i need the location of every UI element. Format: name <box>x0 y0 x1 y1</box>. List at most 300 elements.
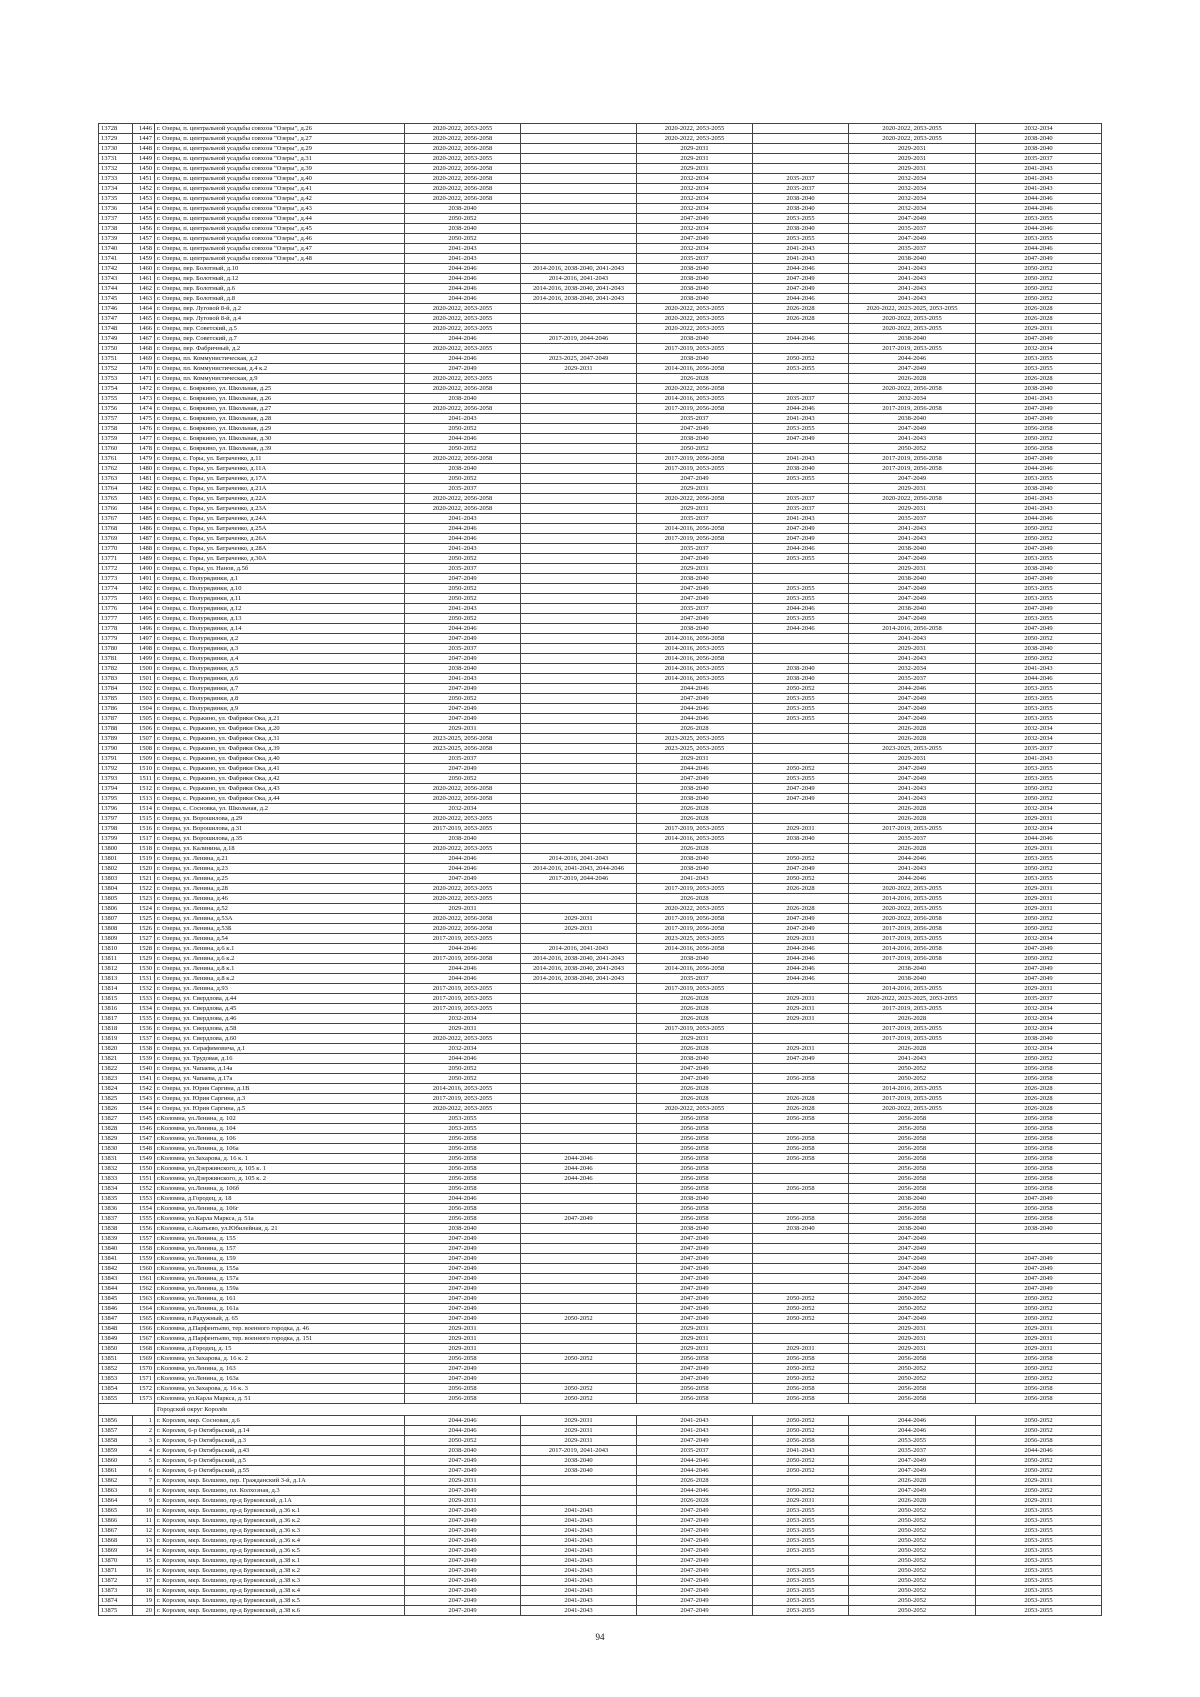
period-cell: 2050-2052 <box>976 954 1102 964</box>
period-cell: 2032-2034 <box>405 1044 521 1054</box>
row-number-cell: 1539 <box>133 1054 155 1064</box>
period-cell: 2041-2043 <box>521 1526 637 1536</box>
period-cell: 2038-2040 <box>405 834 521 844</box>
period-cell <box>521 754 637 764</box>
period-cell: 2029-2031 <box>637 164 753 174</box>
period-cell <box>753 1124 849 1134</box>
period-cell: 2029-2031 <box>849 644 976 654</box>
period-cell: 2050-2052 <box>405 1436 521 1446</box>
address-cell: г. Озеры, с. Бояркино, ул. Школьная, д.26 <box>155 394 405 404</box>
period-cell: 2038-2040 <box>637 954 753 964</box>
row-number-cell: 13 <box>133 1536 155 1546</box>
period-cell: 2056-2058 <box>753 1394 849 1404</box>
address-cell: г. Озеры, ул. Ленина, д.21 <box>155 854 405 864</box>
row-id-cell: 13754 <box>99 384 133 394</box>
period-cell: 2035-2037 <box>637 254 753 264</box>
period-cell: 2047-2049 <box>637 1576 753 1586</box>
period-cell: 2053-2055 <box>976 1526 1102 1536</box>
row-id-cell: 13728 <box>99 124 133 134</box>
period-cell: 2044-2046 <box>849 854 976 864</box>
period-cell: 2044-2046 <box>405 534 521 544</box>
address-cell: г.Коломна, ул.Ленина, д. 155а <box>155 1264 405 1274</box>
period-cell: 2029-2031 <box>637 154 753 164</box>
table-row <box>99 1466 1102 1476</box>
address-cell: г. Озеры, пер. Болотный, д.6 <box>155 284 405 294</box>
address-cell: г. Озеры, с. Редькино, ул. Фабрики Ока, д.21 <box>155 714 405 724</box>
table-row <box>99 234 1102 244</box>
period-cell: 2053-2055 <box>976 854 1102 864</box>
period-cell: 2032-2034 <box>637 174 753 184</box>
period-cell: 2020-2022, 2053-2055 <box>405 314 521 324</box>
row-number-cell: 1452 <box>133 184 155 194</box>
row-id-cell: 13802 <box>99 864 133 874</box>
period-cell: 2041-2043 <box>405 414 521 424</box>
period-cell: 2029-2031 <box>637 144 753 154</box>
row-id-cell: 13808 <box>99 924 133 934</box>
period-cell: 2029-2031 <box>405 724 521 734</box>
table-row <box>99 364 1102 374</box>
period-cell: 2041-2043 <box>637 1426 753 1436</box>
row-id-cell: 13794 <box>99 784 133 794</box>
table-row <box>99 774 1102 784</box>
period-cell: 2044-2046 <box>753 294 849 304</box>
row-number-cell: 1516 <box>133 824 155 834</box>
period-cell: 2050-2052 <box>976 1364 1102 1374</box>
period-cell <box>753 814 849 824</box>
row-number-cell: 1 <box>133 1416 155 1426</box>
period-cell <box>521 884 637 894</box>
table-row <box>99 1476 1102 1486</box>
row-number-cell: 1542 <box>133 1084 155 1094</box>
period-cell: 2056-2058 <box>753 1154 849 1164</box>
address-cell: г.Коломна, с.Акатьево, ул.Юбилейная, д. 21 <box>155 1224 405 1234</box>
period-cell: 2041-2043 <box>753 254 849 264</box>
row-number-cell: 8 <box>133 1486 155 1496</box>
period-cell: 2044-2046 <box>753 334 849 344</box>
period-cell: 2050-2052 <box>976 784 1102 794</box>
period-cell <box>753 844 849 854</box>
row-id-cell: 13847 <box>99 1314 133 1324</box>
row-number-cell: 1483 <box>133 494 155 504</box>
period-cell: 2032-2034 <box>976 124 1102 134</box>
period-cell: 2056-2058 <box>753 1184 849 1194</box>
period-cell: 2032-2034 <box>976 1004 1102 1014</box>
period-cell: 2053-2055 <box>753 1586 849 1596</box>
row-number-cell: 7 <box>133 1476 155 1486</box>
row-id-cell: 13784 <box>99 684 133 694</box>
row-number-cell: 1530 <box>133 964 155 974</box>
row-id-cell: 13779 <box>99 634 133 644</box>
period-cell: 2041-2043 <box>753 514 849 524</box>
period-cell: 2026-2028 <box>849 1044 976 1054</box>
table-row <box>99 1134 1102 1144</box>
period-cell: 2041-2043 <box>753 244 849 254</box>
period-cell: 2038-2040 <box>637 1224 753 1234</box>
period-cell: 2038-2040 <box>976 644 1102 654</box>
period-cell: 2056-2058 <box>405 1204 521 1214</box>
period-cell: 2056-2058 <box>405 1144 521 1154</box>
period-cell: 2029-2031 <box>753 934 849 944</box>
row-id-cell: 13744 <box>99 284 133 294</box>
period-cell: 2053-2055 <box>976 1596 1102 1606</box>
table-row <box>99 614 1102 624</box>
address-cell: г.Коломна, ул.Ленина, д. 157 <box>155 1244 405 1254</box>
address-cell: г.Коломна, ул.Ленина, д. 163а <box>155 1374 405 1384</box>
period-cell: 2020-2022, 2056-2058 <box>405 794 521 804</box>
row-number-cell: 1468 <box>133 344 155 354</box>
period-cell: 2038-2040 <box>849 1224 976 1234</box>
period-cell <box>521 154 637 164</box>
period-cell: 2041-2043 <box>849 864 976 874</box>
row-number-cell: 1504 <box>133 704 155 714</box>
row-number-cell: 1544 <box>133 1104 155 1114</box>
row-id-cell: 13838 <box>99 1224 133 1234</box>
period-cell: 2047-2049 <box>849 1244 976 1254</box>
row-id-cell: 13811 <box>99 954 133 964</box>
row-number-cell: 1564 <box>133 1304 155 1314</box>
address-cell: г. Озеры, с. Горы, ул. Нанов, д.5б <box>155 564 405 574</box>
period-cell <box>521 824 637 834</box>
row-id-cell: 13840 <box>99 1244 133 1254</box>
period-cell: 2056-2058 <box>637 1354 753 1364</box>
row-id-cell: 13752 <box>99 364 133 374</box>
period-cell: 2053-2055 <box>753 234 849 244</box>
period-cell <box>521 1334 637 1344</box>
address-cell: г. Королев, мкр. Болшево, пр-д Бурковский, д.38 к.4 <box>155 1586 405 1596</box>
period-cell: 2047-2049 <box>637 1304 753 1314</box>
period-cell: 2047-2049 <box>405 874 521 884</box>
period-cell: 2029-2031 <box>976 1324 1102 1334</box>
row-id-cell: 13801 <box>99 854 133 864</box>
address-cell: г.Коломна, ул.Ленина, д. 106г <box>155 1204 405 1214</box>
period-cell <box>753 1024 849 1034</box>
period-cell: 2047-2049 <box>637 1064 753 1074</box>
period-cell: 2035-2037 <box>753 394 849 404</box>
period-cell: 2050-2052 <box>753 1314 849 1324</box>
period-cell: 2053-2055 <box>976 234 1102 244</box>
period-cell: 2026-2028 <box>637 894 753 904</box>
period-cell: 2029-2031 <box>405 1476 521 1486</box>
period-cell: 2026-2028 <box>637 1496 753 1506</box>
period-cell: 2047-2049 <box>405 1536 521 1546</box>
row-id-cell: 13789 <box>99 734 133 744</box>
row-number-cell: 1549 <box>133 1154 155 1164</box>
address-cell: г. Озеры, с. Бояркино, ул. Школьная, д.29 <box>155 424 405 434</box>
period-cell: 2026-2028 <box>637 844 753 854</box>
address-cell: г. Озеры, с. Горы, ул. Батраченко, д.11 <box>155 454 405 464</box>
row-number-cell: 1510 <box>133 764 155 774</box>
period-cell: 2014-2016, 2053-2055 <box>849 984 976 994</box>
period-cell: 2032-2034 <box>637 224 753 234</box>
table-row <box>99 394 1102 404</box>
period-cell: 2032-2034 <box>637 194 753 204</box>
table-row <box>99 644 1102 654</box>
address-cell: г.Коломна, ул.Захарова, д. 16 к. 1 <box>155 1154 405 1164</box>
period-cell: 2017-2019, 2053-2055 <box>849 1004 976 1014</box>
period-cell: 2044-2046 <box>849 1416 976 1426</box>
period-cell: 2053-2055 <box>753 1606 849 1616</box>
table-row <box>99 994 1102 1004</box>
period-cell <box>521 1114 637 1124</box>
period-cell: 2020-2022, 2056-2058 <box>849 494 976 504</box>
table-row <box>99 1214 1102 1224</box>
row-number-cell: 1478 <box>133 444 155 454</box>
period-cell: 2038-2040 <box>849 544 976 554</box>
period-cell: 2053-2055 <box>976 1506 1102 1516</box>
period-cell: 2020-2022, 2053-2055 <box>405 324 521 334</box>
address-cell: г. Озеры, ул. Ленина, д.53Б <box>155 924 405 934</box>
period-cell: 2056-2058 <box>849 1114 976 1124</box>
period-cell: 2050-2052 <box>753 1364 849 1374</box>
period-cell: 2029-2031 <box>405 1496 521 1506</box>
row-id-cell: 13753 <box>99 374 133 384</box>
period-cell: 2056-2058 <box>976 1204 1102 1214</box>
period-cell: 2014-2016, 2038-2040, 2041-2043 <box>521 974 637 984</box>
table-row <box>99 1334 1102 1344</box>
period-cell <box>521 774 637 784</box>
row-number-cell: 1519 <box>133 854 155 864</box>
period-cell: 2056-2058 <box>976 424 1102 434</box>
period-cell: 2032-2034 <box>849 194 976 204</box>
address-cell: г. Озеры, с. Полурядинки, д.5 <box>155 664 405 674</box>
row-id-cell: 13815 <box>99 994 133 1004</box>
table-row <box>99 754 1102 764</box>
period-cell: 2047-2049 <box>637 1254 753 1264</box>
period-cell: 2044-2046 <box>405 944 521 954</box>
period-cell: 2047-2049 <box>405 1546 521 1556</box>
period-cell: 2026-2028 <box>637 1476 753 1486</box>
address-cell: г. Озеры, ул. Свердлова, д.46 <box>155 1014 405 1024</box>
period-cell: 2041-2043 <box>405 674 521 684</box>
period-cell: 2017-2019, 2044-2046 <box>521 874 637 884</box>
period-cell: 2038-2040 <box>405 464 521 474</box>
row-id-cell: 13730 <box>99 144 133 154</box>
period-cell: 2053-2055 <box>753 1566 849 1576</box>
period-cell: 2047-2049 <box>753 924 849 934</box>
table-row <box>99 1204 1102 1214</box>
period-cell <box>521 994 637 1004</box>
period-cell: 2017-2019, 2056-2058 <box>849 404 976 414</box>
period-cell: 2044-2046 <box>976 204 1102 214</box>
period-cell: 2056-2058 <box>976 1174 1102 1184</box>
address-cell: г. Озеры, с. Бояркино, ул. Школьная, д.25 <box>155 384 405 394</box>
period-cell: 2038-2040 <box>849 574 976 584</box>
row-number-cell: 1502 <box>133 684 155 694</box>
period-cell: 2017-2019, 2053-2055 <box>637 824 753 834</box>
period-cell: 2053-2055 <box>976 1586 1102 1596</box>
period-cell <box>753 1234 849 1244</box>
period-cell: 2044-2046 <box>405 294 521 304</box>
period-cell: 2050-2052 <box>849 1506 976 1516</box>
period-cell: 2038-2040 <box>849 974 976 984</box>
period-cell: 2050-2052 <box>405 774 521 784</box>
period-cell: 2026-2028 <box>637 1044 753 1054</box>
period-cell: 2017-2019, 2056-2058 <box>637 404 753 414</box>
table-row <box>99 524 1102 534</box>
period-cell <box>521 764 637 774</box>
row-id-cell: 13759 <box>99 434 133 444</box>
period-cell: 2029-2031 <box>849 164 976 174</box>
row-number-cell: 1521 <box>133 874 155 884</box>
period-cell: 2050-2052 <box>753 854 849 864</box>
period-cell: 2023-2025, 2056-2058 <box>405 734 521 744</box>
period-cell: 2032-2034 <box>849 394 976 404</box>
period-cell: 2053-2055 <box>753 704 849 714</box>
period-cell: 2029-2031 <box>405 1024 521 1034</box>
row-id-cell: 13751 <box>99 354 133 364</box>
period-cell: 2032-2034 <box>849 664 976 674</box>
address-cell: г. Озеры, с. Горы, ул. Батраченко, д.23А <box>155 504 405 514</box>
row-number-cell: 1573 <box>133 1394 155 1404</box>
period-cell: 2047-2049 <box>849 714 976 724</box>
period-cell: 2029-2031 <box>521 1426 637 1436</box>
address-cell: г. Озеры, п. центральной усадьбы совхоза "Озеры", д.44 <box>155 214 405 224</box>
period-cell: 2029-2031 <box>849 154 976 164</box>
address-cell: г.Коломна, ул.Ленина, д. 163 <box>155 1364 405 1374</box>
period-cell <box>521 684 637 694</box>
period-cell: 2050-2052 <box>753 1416 849 1426</box>
period-cell: 2020-2022, 2056-2058 <box>405 454 521 464</box>
period-cell: 2032-2034 <box>405 1014 521 1024</box>
period-cell <box>521 1004 637 1014</box>
period-cell: 2050-2052 <box>976 1294 1102 1304</box>
period-cell: 2017-2019, 2053-2055 <box>637 344 753 354</box>
row-id-cell: 13773 <box>99 574 133 584</box>
table-row <box>99 1596 1102 1606</box>
row-number-cell: 1447 <box>133 134 155 144</box>
table-row <box>99 214 1102 224</box>
table-row <box>99 934 1102 944</box>
period-cell: 2020-2022, 2056-2058 <box>405 914 521 924</box>
period-cell: 2035-2037 <box>637 1446 753 1456</box>
row-number-cell: 4 <box>133 1446 155 1456</box>
address-cell: г. Озеры, с. Бояркино, ул. Школьная, д.28 <box>155 414 405 424</box>
period-cell: 2038-2040 <box>637 864 753 874</box>
row-id-cell: 13767 <box>99 514 133 524</box>
row-id-cell: 13777 <box>99 614 133 624</box>
row-number-cell: 1565 <box>133 1314 155 1324</box>
row-id-cell: 13800 <box>99 844 133 854</box>
address-cell: г. Озеры, с. Полурядинки, д.9 <box>155 704 405 714</box>
row-number-cell: 1449 <box>133 154 155 164</box>
row-id-cell: 13851 <box>99 1354 133 1364</box>
period-cell: 2056-2058 <box>849 1394 976 1404</box>
period-cell: 2038-2040 <box>637 294 753 304</box>
period-cell <box>753 1034 849 1044</box>
period-cell: 2050-2052 <box>521 1394 637 1404</box>
period-cell: 2038-2040 <box>637 784 753 794</box>
table-row <box>99 474 1102 484</box>
row-id-cell: 13804 <box>99 884 133 894</box>
period-cell <box>753 1204 849 1214</box>
period-cell: 2044-2046 <box>849 354 976 364</box>
table-row <box>99 1344 1102 1354</box>
row-id-cell: 13733 <box>99 174 133 184</box>
period-cell: 2047-2049 <box>637 1264 753 1274</box>
period-cell: 2026-2028 <box>637 1084 753 1094</box>
period-cell: 2047-2049 <box>849 554 976 564</box>
table-row <box>99 1274 1102 1284</box>
period-cell <box>521 1044 637 1054</box>
period-cell: 2047-2049 <box>849 1486 976 1496</box>
period-cell: 2014-2016, 2038-2040, 2041-2043 <box>521 954 637 964</box>
period-cell: 2056-2058 <box>849 1154 976 1164</box>
period-cell: 2053-2055 <box>753 1596 849 1606</box>
period-cell: 2050-2052 <box>976 274 1102 284</box>
period-cell: 2047-2049 <box>637 424 753 434</box>
period-cell: 2023-2025, 2053-2055 <box>637 744 753 754</box>
period-cell: 2020-2022, 2053-2055 <box>405 844 521 854</box>
period-cell: 2050-2052 <box>976 1054 1102 1064</box>
period-cell: 2044-2046 <box>405 334 521 344</box>
address-cell: г. Озеры, пер. Болотный, д.8 <box>155 294 405 304</box>
address-cell: г. Озеры, с. Полурядинки, д.13 <box>155 614 405 624</box>
period-cell <box>521 164 637 174</box>
period-cell: 2050-2052 <box>976 914 1102 924</box>
period-cell: 2056-2058 <box>976 1394 1102 1404</box>
row-id-cell: 13761 <box>99 454 133 464</box>
period-cell: 2044-2046 <box>405 864 521 874</box>
period-cell: 2038-2040 <box>753 834 849 844</box>
period-cell: 2014-2016, 2038-2040, 2041-2043 <box>521 964 637 974</box>
group-title: Городской округ Королёв <box>155 1404 1102 1416</box>
table-row <box>99 314 1102 324</box>
table-row <box>99 404 1102 414</box>
period-cell <box>521 414 637 424</box>
period-cell <box>753 1334 849 1344</box>
period-cell: 2044-2046 <box>405 1426 521 1436</box>
row-id-cell: 13795 <box>99 794 133 804</box>
address-cell: г. Королев, мкр. Сосновая, д.6 <box>155 1416 405 1426</box>
period-cell: 2020-2022, 2056-2058 <box>637 494 753 504</box>
table-row <box>99 1004 1102 1014</box>
period-cell: 2056-2058 <box>753 1436 849 1446</box>
period-cell <box>521 564 637 574</box>
period-cell <box>521 1054 637 1064</box>
period-cell: 2029-2031 <box>849 1344 976 1354</box>
period-cell: 2014-2016, 2053-2055 <box>637 644 753 654</box>
table-row <box>99 844 1102 854</box>
row-number-cell: 1517 <box>133 834 155 844</box>
period-cell <box>521 434 637 444</box>
period-cell: 2020-2022, 2053-2055 <box>405 1034 521 1044</box>
period-cell: 2056-2058 <box>849 1134 976 1144</box>
period-cell <box>521 374 637 384</box>
period-cell: 2026-2028 <box>753 1094 849 1104</box>
period-cell: 2017-2019, 2041-2043 <box>521 1446 637 1456</box>
period-cell <box>521 194 637 204</box>
period-cell: 2038-2040 <box>976 384 1102 394</box>
period-cell <box>521 404 637 414</box>
row-number-cell: 1457 <box>133 234 155 244</box>
period-cell: 2047-2049 <box>849 214 976 224</box>
period-cell <box>753 444 849 454</box>
address-cell: г. Озеры, п. центральной усадьбы совхоза "Озеры", д.46 <box>155 234 405 244</box>
period-cell: 2050-2052 <box>849 1364 976 1374</box>
period-cell: 2053-2055 <box>976 554 1102 564</box>
row-id-cell: 13741 <box>99 254 133 264</box>
table-row <box>99 294 1102 304</box>
period-cell: 2014-2016, 2056-2058 <box>637 654 753 664</box>
period-cell: 2020-2022, 2056-2058 <box>405 784 521 794</box>
table-body <box>99 124 1102 1616</box>
table-row <box>99 1174 1102 1184</box>
period-cell <box>753 644 849 654</box>
period-cell: 2047-2049 <box>753 1054 849 1064</box>
period-cell: 2050-2052 <box>849 1566 976 1576</box>
period-cell: 2047-2049 <box>637 554 753 564</box>
period-cell: 2026-2028 <box>976 1104 1102 1114</box>
